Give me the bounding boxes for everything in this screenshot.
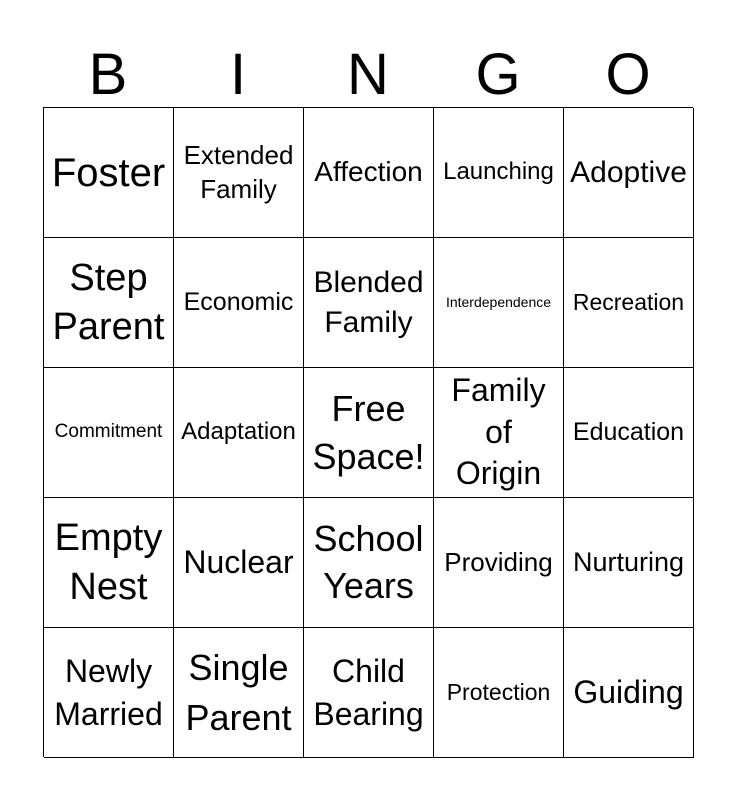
bingo-cell[interactable]: [174, 498, 304, 628]
bingo-cell-label: Single Parent: [185, 646, 292, 738]
bingo-board: [43, 107, 693, 757]
bingo-cell[interactable]: [434, 498, 564, 628]
bingo-cell-label: School Years: [313, 517, 424, 606]
bingo-cell[interactable]: [434, 238, 564, 368]
bingo-cell-label: Foster: [51, 150, 166, 195]
bingo-cell[interactable]: [44, 238, 174, 368]
bingo-cell[interactable]: [434, 368, 564, 498]
bingo-cell-label: Interdependence: [445, 293, 552, 310]
bingo-cell[interactable]: [174, 238, 304, 368]
bingo-cell[interactable]: [304, 238, 434, 368]
bingo-cell-label: Recreation: [572, 288, 685, 315]
bingo-header: [43, 42, 693, 108]
bingo-cell-label: Step Parent: [52, 256, 165, 348]
bingo-cell-label: Guiding: [573, 673, 684, 710]
header-letter-i: I: [229, 42, 247, 107]
bingo-cell-label: Providing: [444, 547, 553, 578]
bingo-cell[interactable]: [434, 108, 564, 238]
bingo-cell[interactable]: [174, 368, 304, 498]
bingo-cell[interactable]: [564, 108, 694, 238]
bingo-cell[interactable]: [564, 628, 694, 758]
bingo-cell-label: Adoptive: [570, 156, 687, 189]
bingo-cell-label: Affection: [314, 156, 423, 188]
bingo-cell-label: Education: [572, 417, 685, 446]
bingo-cell[interactable]: [304, 498, 434, 628]
header-letter-b: B: [88, 42, 128, 107]
bingo-cell[interactable]: [44, 108, 174, 238]
bingo-cell-label: Free Space!: [312, 387, 425, 477]
bingo-cell[interactable]: [174, 108, 304, 238]
bingo-cell[interactable]: [44, 498, 174, 628]
bingo-cell[interactable]: [174, 628, 304, 758]
bingo-cell-label: Empty Nest: [54, 516, 163, 608]
bingo-cell-label: Blended Family: [313, 265, 424, 339]
bingo-cell[interactable]: [304, 628, 434, 758]
bingo-cell[interactable]: [44, 628, 174, 758]
header-letter-n: N: [347, 42, 389, 107]
bingo-cell-label: Commitment: [54, 421, 163, 443]
bingo-cell-label: Economic: [183, 287, 294, 316]
bingo-cell-label: Nurturing: [572, 546, 685, 577]
bingo-cell[interactable]: [564, 238, 694, 368]
header-letter-g: G: [475, 42, 521, 107]
bingo-cell-label: Family of Origin: [451, 372, 546, 492]
bingo-cell[interactable]: [304, 368, 434, 498]
bingo-cell[interactable]: [304, 108, 434, 238]
bingo-cell-label: Adaptation: [181, 418, 296, 446]
header-letter-o: O: [605, 42, 651, 107]
bingo-cell-label: Child Bearing: [313, 652, 424, 732]
bingo-cell-label: Nuclear: [183, 543, 294, 580]
bingo-cell-label: Extended Family: [183, 139, 294, 204]
bingo-cell[interactable]: [44, 368, 174, 498]
bingo-cell-label: Newly Married: [54, 653, 163, 732]
bingo-cell[interactable]: [434, 628, 564, 758]
bingo-cell[interactable]: [564, 498, 694, 628]
bingo-cell-label: Protection: [446, 678, 551, 705]
bingo-cell-label: Launching: [443, 158, 554, 186]
bingo-cell[interactable]: [564, 368, 694, 498]
